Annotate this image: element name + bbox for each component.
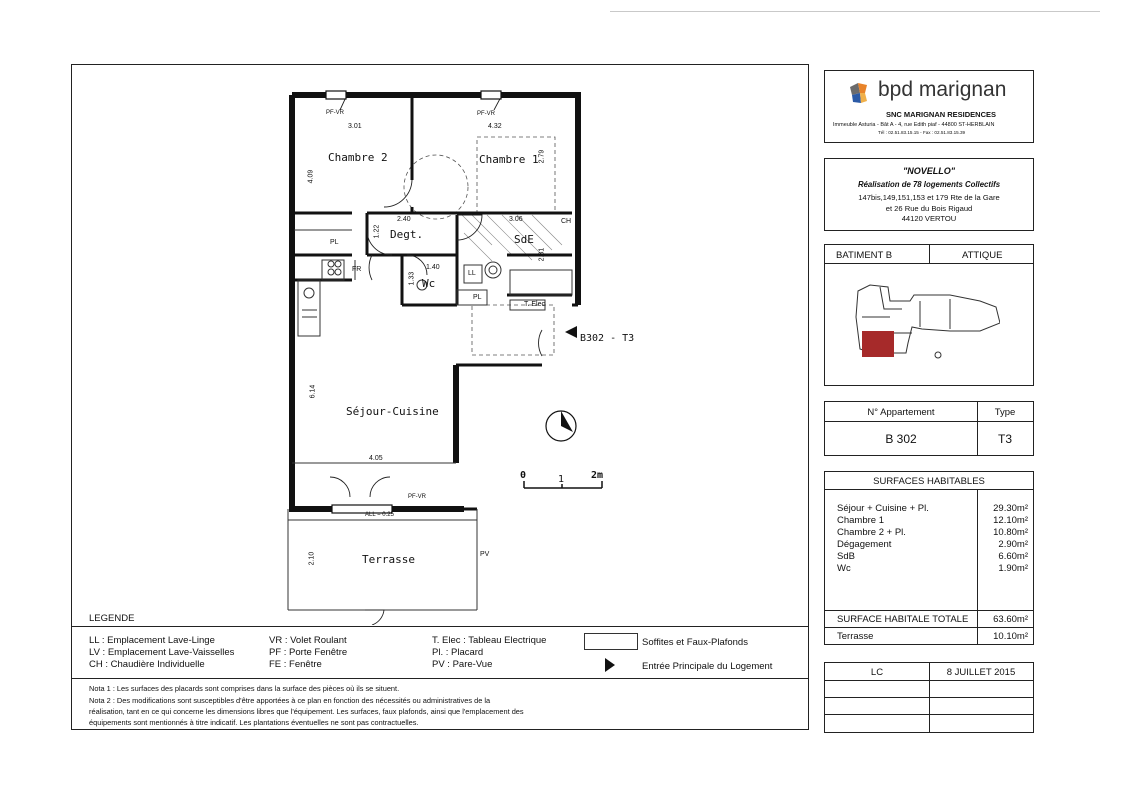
scan-artifact-line bbox=[610, 11, 1100, 12]
surface-total-value: 63.60m² bbox=[993, 614, 1028, 625]
surface-row-value: 10.80m² bbox=[993, 527, 1028, 538]
note-2-cont: équipements sont mentionnés à titre indicatif. Les plantations éventuelles ne sont pas contractuelles. bbox=[89, 718, 419, 727]
apartment-divider bbox=[977, 402, 978, 455]
legend-title: LEGENDE bbox=[89, 613, 135, 624]
building-header-line bbox=[825, 263, 1033, 264]
label-pl: PL bbox=[473, 294, 482, 301]
signature-box bbox=[824, 662, 1034, 733]
company-box bbox=[824, 70, 1034, 143]
surface-row-value: 2.90m² bbox=[998, 539, 1028, 550]
building-name: BATIMENT B bbox=[836, 250, 893, 261]
floor-plan bbox=[72, 65, 810, 625]
north-compass-icon bbox=[546, 411, 576, 441]
dim-label: 4.32 bbox=[488, 123, 502, 130]
room-sejour-cuisine: Séjour-Cuisine bbox=[346, 405, 439, 418]
signature-initials: LC bbox=[870, 667, 884, 678]
building-divider bbox=[929, 245, 930, 263]
project-description: Réalisation de 78 logements Collectifs bbox=[857, 180, 1001, 189]
legend-item: PV : Pare-Vue bbox=[432, 659, 493, 670]
legend-soffits: Soffites et Faux-Plafonds bbox=[642, 637, 748, 648]
surfaces-box bbox=[824, 471, 1034, 645]
plan-frame bbox=[71, 64, 809, 730]
project-address: et 26 Rue du Bois Rigaud bbox=[885, 204, 973, 213]
surface-row-label: Chambre 2 + Pl. bbox=[837, 527, 906, 538]
label-pf-vr: PF-VR bbox=[408, 494, 426, 500]
building-key-plan bbox=[850, 273, 1000, 381]
label-pf-vr: PF-VR bbox=[326, 110, 344, 116]
surface-row-value: 1.90m² bbox=[998, 563, 1028, 574]
label-pl: PL bbox=[330, 239, 339, 246]
dim-label: 4.09 bbox=[307, 169, 315, 184]
company-phone: Tél : 02.51.83.15.15 - Fax : 02.51.83.15.39 bbox=[878, 130, 966, 135]
surface-row-label: Dégagement bbox=[837, 539, 892, 550]
signature-row-line bbox=[825, 714, 1033, 715]
legend-item: T. Elec : Tableau Electrique bbox=[432, 635, 547, 646]
scale-label: 0 bbox=[520, 470, 527, 481]
apartment-type-label: Type bbox=[994, 407, 1016, 418]
apartment-highlight bbox=[862, 331, 894, 357]
legend-item: Pl. : Placard bbox=[432, 647, 484, 658]
entry-arrow-icon bbox=[565, 326, 577, 338]
room-sde: SdE bbox=[514, 233, 534, 246]
label-allege: ALL = 0.25 bbox=[365, 512, 394, 518]
surface-row-value: 12.10m² bbox=[993, 515, 1028, 526]
room-wc: Wc bbox=[422, 277, 436, 290]
apartment-number: B 302 bbox=[885, 432, 917, 446]
dim-label: 3.06 bbox=[509, 216, 523, 223]
room-terrasse: Terrasse bbox=[362, 553, 415, 566]
room-chambre-1: Chambre 1 bbox=[479, 153, 539, 166]
project-name: "NOVELLO" bbox=[902, 166, 956, 176]
building-box bbox=[824, 244, 1034, 386]
company-entity: SNC MARIGNAN RESIDENCES bbox=[886, 110, 997, 119]
dim-label: 4.05 bbox=[369, 455, 383, 462]
label-t-elec: T. Elec bbox=[524, 301, 546, 308]
surfaces-total-line bbox=[825, 610, 1033, 611]
scale-label: 2m bbox=[591, 470, 604, 481]
legend-item: FE : Fenêtre bbox=[269, 659, 322, 670]
note-2: Nota 2 : Des modifications sont susceptibles d'être apportées à ce plan en fonction des nécessités ou administratives de la bbox=[89, 696, 491, 705]
dim-label: 1.40 bbox=[426, 264, 440, 271]
label-ll: LL bbox=[468, 270, 476, 277]
bpd-logo-icon bbox=[847, 81, 873, 105]
project-address: 147bis,149,151,153 et 179 Rte de la Gare bbox=[858, 193, 1000, 202]
scale-label: 1 bbox=[558, 474, 565, 485]
soffit-circle bbox=[404, 155, 468, 219]
soffit-swatch bbox=[584, 633, 638, 650]
signature-date: 8 JUILLET 2015 bbox=[946, 667, 1016, 678]
dim-label: 1.33 bbox=[408, 271, 416, 286]
surface-row-label: SdB bbox=[837, 551, 855, 562]
label-pf-vr: PF-VR bbox=[477, 111, 495, 117]
label-pv: PV bbox=[480, 551, 490, 558]
dim-label: 2.10 bbox=[308, 551, 316, 566]
building-level: ATTIQUE bbox=[962, 250, 1003, 261]
project-box bbox=[824, 158, 1034, 231]
surfaces-terrace-line bbox=[825, 627, 1033, 628]
dim-label: 2.31 bbox=[538, 247, 546, 262]
surface-terrace-value: 10.10m² bbox=[993, 631, 1028, 642]
legend-item: CH : Chaudière Individuelle bbox=[89, 659, 205, 670]
dim-label: 1.22 bbox=[373, 224, 381, 239]
surface-row-value: 6.60m² bbox=[998, 551, 1028, 562]
dim-label: 2.79 bbox=[538, 149, 546, 164]
entry-label: B302 - T3 bbox=[580, 333, 635, 344]
surfaces-header: SURFACES HABITABLES bbox=[873, 476, 985, 487]
dim-label: 3.01 bbox=[348, 123, 362, 130]
dim-label: 6.14 bbox=[309, 384, 317, 399]
legend-divider bbox=[72, 626, 808, 627]
surface-terrace-label: Terrasse bbox=[837, 631, 874, 642]
legend-item: LL : Emplacement Lave-Linge bbox=[89, 635, 215, 646]
note-1: Nota 1 : Les surfaces des placards sont comprises dans la surface des pièces où ils se situent. bbox=[89, 684, 400, 693]
label-fr: FR bbox=[352, 266, 362, 273]
surface-row-value: 29.30m² bbox=[993, 503, 1028, 514]
apartment-number-label: N° Appartement bbox=[867, 407, 935, 418]
notes-divider bbox=[72, 678, 808, 679]
label-ch: CH bbox=[561, 218, 572, 225]
apartment-header-line bbox=[825, 421, 1033, 422]
room-chambre-2: Chambre 2 bbox=[328, 151, 388, 164]
surfaces-divider bbox=[977, 489, 978, 644]
apartment-box bbox=[824, 401, 1034, 456]
surface-total-label: SURFACE HABITALE TOTALE bbox=[837, 614, 969, 625]
legend-item: PF : Porte Fenêtre bbox=[269, 647, 348, 658]
room-degagement: Degt. bbox=[390, 228, 424, 241]
legend-item: LV : Emplacement Lave-Vaisselles bbox=[89, 647, 235, 658]
surface-row-label: Séjour + Cuisine + Pl. bbox=[837, 503, 929, 514]
signature-row-line bbox=[825, 697, 1033, 698]
surface-row-label: Wc bbox=[837, 563, 851, 574]
company-address: Immeuble Asturia - Bât A - 4, rue Edith piaf - 44800 ST-HERBLAIN bbox=[833, 122, 995, 128]
dim-label: 2.40 bbox=[397, 216, 411, 223]
note-2-cont: réalisation, tant en ce qui concerne les dimensions libres que l'équipement. Les surfaces, faux plafonds, ainsi que l'emplacement des bbox=[89, 707, 524, 716]
surface-row-label: Chambre 1 bbox=[837, 515, 884, 526]
surfaces-header-line bbox=[825, 489, 1033, 490]
project-address: 44120 VERTOU bbox=[901, 214, 957, 223]
company-logo-text: bpd marignan bbox=[878, 78, 1007, 101]
legend-entrance: Entrée Principale du Logement bbox=[642, 661, 773, 672]
legend-item: VR : Volet Roulant bbox=[269, 635, 347, 646]
entrance-arrow-icon bbox=[605, 658, 615, 672]
apartment-type: T3 bbox=[997, 432, 1012, 446]
signature-row-line bbox=[825, 680, 1033, 681]
